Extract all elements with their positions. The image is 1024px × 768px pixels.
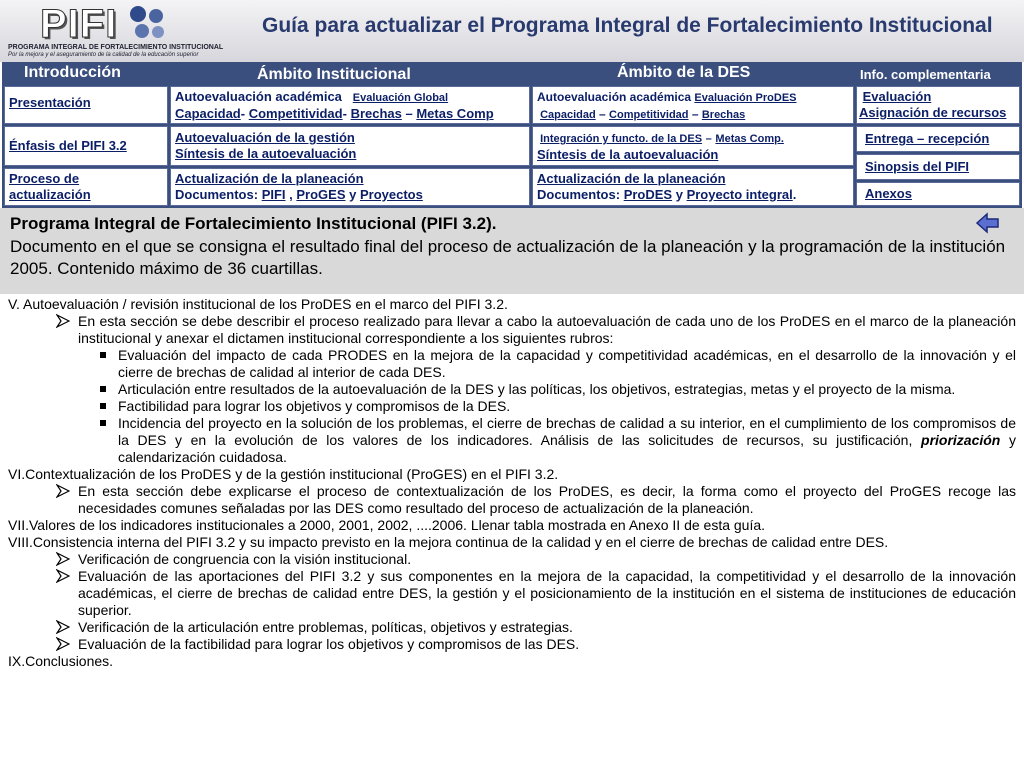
- cell-label: Autoevaluación académica: [537, 90, 692, 104]
- link-evaluacion-prodes[interactable]: Evaluación ProDES: [694, 92, 797, 104]
- link-metas-comp-des[interactable]: Metas Comp.: [715, 133, 784, 145]
- link-proyectos[interactable]: Proyectos: [359, 187, 423, 202]
- list-item: Evaluación de la factibilidad para lograr los objetivos y compromisos de las DES.: [8, 636, 1016, 653]
- link-prodes[interactable]: ProDES: [623, 187, 673, 202]
- list-item: Verificación de la articulación entre problemas, políticas, objetivos y estrategias.: [8, 619, 1016, 636]
- list-item: En esta sección se debe describir el proceso realizado para llevar a cabo la autoevaluación de cada uno de los ProDES en el marco de la planeación institucional y anexar el dictamen institucional correspondiente a los siguientes rubros:: [8, 313, 1016, 347]
- nav-item-label: Proceso de: [9, 171, 80, 186]
- nav-header-info-complementaria: Info. complementaria: [860, 67, 991, 82]
- link-evaluacion-global[interactable]: Evaluación Global: [352, 92, 449, 104]
- arrow-bullet-icon: [56, 568, 70, 584]
- nav-item-label: actualización: [9, 187, 91, 202]
- cell-label: Autoevaluación académica: [175, 89, 342, 104]
- nav-cell-actualizacion-des: Actualización de la planeación Documentos: ProDES y Proyecto integral.: [532, 168, 854, 206]
- arrow-bullet-icon: [56, 619, 70, 635]
- square-bullet-icon: [100, 403, 106, 409]
- nav-item-proceso-actualizacion[interactable]: [4, 168, 168, 206]
- list-item: En esta sección debe explicarse el proceso de contextualización de los ProDES, es decir, la forma como el proyecto del ProGES recoge las necesidades comunes señaladas por las DES como resultado del proceso de actualización de la planeación.: [8, 483, 1016, 517]
- nav-item-entrega-recepcion[interactable]: [856, 126, 1020, 152]
- list-item: Factibilidad para lograr los objetivos y compromisos de la DES.: [8, 398, 1016, 415]
- nav-cell-evaluacion: [856, 86, 1020, 124]
- arrow-bullet-icon: [56, 636, 70, 652]
- summary-description: Documento en el que se consigna el resultado final del proceso de actualización de la planeación y la programación de la institución 2005. Contenido máximo de 36 cuartillas.: [10, 237, 1006, 278]
- logo-dots-icon: [126, 4, 166, 40]
- link-proyecto-integral[interactable]: Proyecto integral: [686, 187, 793, 202]
- list-item: Verificación de congruencia con la visión institucional.: [8, 551, 1016, 568]
- link-autoevaluacion-gestion[interactable]: Autoevaluación de la gestión: [175, 130, 355, 145]
- cell-label: Documentos:: [175, 187, 259, 202]
- nav-header-ambito-institucional: Ámbito Institucional: [257, 66, 411, 83]
- link-asignacion-recursos[interactable]: Asignación de recursos: [859, 105, 1007, 120]
- arrow-bullet-icon: [56, 313, 70, 329]
- link-competitividad[interactable]: Competitividad: [248, 106, 343, 121]
- summary-title: Programa Integral de Fortalecimiento Institucional (PIFI 3.2).: [10, 214, 497, 233]
- link-metas-comp[interactable]: Metas Comp: [416, 106, 494, 121]
- content-body: [8, 296, 1016, 670]
- nav-item-label: Entrega – recepción: [865, 131, 990, 146]
- nav-cell-autoevaluacion-des: Autoevaluación académica Evaluación ProDES Capacidad – Competitividad – Brechas: [532, 86, 854, 124]
- link-actualizacion-des[interactable]: Actualización de la planeación: [537, 171, 726, 186]
- link-brechas[interactable]: Brechas: [350, 106, 402, 121]
- logo-subtitle: PROGRAMA INTEGRAL DE FORTALECIMIENTO INSTITUCIONAL: [8, 44, 224, 51]
- link-pifi[interactable]: PIFI: [261, 187, 286, 202]
- nav-item-label: Anexos: [865, 186, 912, 201]
- nav-item-presentacion[interactable]: [4, 86, 168, 124]
- section-viii: VIII.Consistencia interna del PIFI 3.2 y su impacto previsto en la mejora continua de la calidad y en el cierre de brechas de calidad entre DES.: [8, 534, 889, 550]
- nav-item-anexos[interactable]: [856, 182, 1020, 206]
- link-integracion-des[interactable]: Integración y functo. de la DES: [540, 133, 703, 145]
- page-title: Guía para actualizar el Programa Integral de Fortalecimiento Institucional: [262, 14, 993, 37]
- nav-item-sinopsis[interactable]: [856, 154, 1020, 180]
- nav-item-label: Presentación: [9, 95, 91, 110]
- nav-header-ambito-des: Ámbito de la DES: [617, 64, 751, 81]
- logo-tagline: Por la mejora y el aseguramiento de la calidad de la educación superior: [8, 52, 199, 58]
- cell-label: Documentos:: [537, 187, 621, 202]
- arrow-bullet-icon: [56, 551, 70, 567]
- link-sintesis-autoevaluacion[interactable]: Síntesis de la autoevaluación: [175, 146, 357, 161]
- link-competitividad-des[interactable]: Competitividad: [609, 109, 689, 121]
- nav-cell-autoevaluacion-academica: Autoevaluación académica Evaluación Global Capacidad- Competitividad- Brechas – Metas Comp: [170, 86, 530, 124]
- link-brechas-des[interactable]: Brechas: [701, 109, 746, 121]
- list-item: Incidencia del proyecto en la solución de los problemas, el cierre de brechas de calidad a su interior, en el cumplimiento de los compromisos de la DES y en la evolución de los valores de los indicadores. Análisis de las solicitudes de recursos, su justificación, priorización y calendarización cuidadosa.: [8, 415, 1016, 466]
- emphasis-text: priorización: [921, 432, 1001, 448]
- nav-header-introduccion: Introducción: [24, 64, 121, 81]
- nav-item-enfasis[interactable]: [4, 126, 168, 166]
- link-actualizacion-planeacion[interactable]: Actualización de la planeación: [175, 171, 364, 186]
- link-capacidad-des[interactable]: Capacidad: [540, 109, 596, 121]
- header-bar: [0, 0, 1024, 62]
- link-evaluacion[interactable]: Evaluación: [862, 89, 932, 104]
- section-vii: VII.Valores de los indicadores institucionales a 2000, 2001, 2002, ....2006. Llenar tabla mostrada en Anexo II de esta guía.: [8, 517, 766, 533]
- list-item: Articulación entre resultados de la autoevaluación de la DES y las políticas, los objetivos, estrategias, metas y el proyecto de la misma.: [8, 381, 1016, 398]
- section-ix: IX.Conclusiones.: [8, 653, 114, 669]
- list-item: Evaluación de las aportaciones del PIFI 3.2 y sus componentes en la mejora de la capacidad, la competitividad y el desarrollo de la innovación académicas, el cierre de brechas de calidad entre DES, la gestión y el posicionamiento de la institución en el sistema de instituciones de educación superior.: [8, 568, 1016, 619]
- nav-item-label: Sinopsis del PIFI: [865, 159, 970, 174]
- section-v: V. Autoevaluación / revisión institucional de los ProDES en el marco del PIFI 3.2.: [8, 296, 508, 312]
- link-sintesis-des[interactable]: Síntesis de la autoevaluación: [537, 147, 719, 162]
- nav-cell-actualizacion-planeacion: Actualización de la planeación Documentos: PIFI , ProGES y Proyectos: [170, 168, 530, 206]
- square-bullet-icon: [100, 420, 106, 426]
- back-arrow-icon[interactable]: [976, 212, 1000, 234]
- square-bullet-icon: [100, 352, 106, 358]
- pifi-logo: [6, 2, 224, 58]
- link-capacidad[interactable]: Capacidad: [175, 106, 241, 121]
- section-vi: VI.Contextualización de los ProDES y de la gestión institucional (ProGES) en el PIFI 3.2.: [8, 466, 559, 482]
- nav-cell-autoevaluacion-gestion: [170, 126, 530, 166]
- square-bullet-icon: [100, 386, 106, 392]
- arrow-bullet-icon: [56, 483, 70, 499]
- list-item: Evaluación del impacto de cada PRODES en la mejora de la capacidad y competitividad académicas, en el desarrollo de la innovación y el cierre de brechas de calidad al interior de cada DES.: [8, 347, 1016, 381]
- nav-cell-integracion-des: Integración y functo. de la DES – Metas Comp. Síntesis de la autoevaluación: [532, 126, 854, 166]
- nav-item-label: Énfasis del PIFI 3.2: [9, 138, 127, 153]
- logo-word: PIFI: [40, 2, 118, 46]
- link-proges[interactable]: ProGES: [296, 187, 346, 202]
